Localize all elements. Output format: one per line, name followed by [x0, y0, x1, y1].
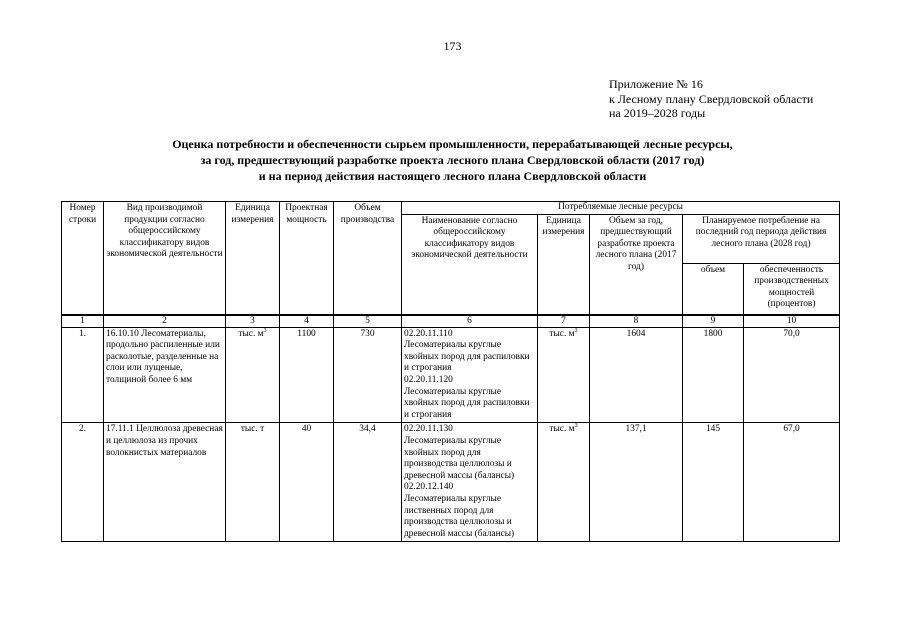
- column-number: 7: [538, 315, 590, 328]
- row-number: 2.: [62, 423, 104, 542]
- resource-line: Лесоматериалы круглые хвойных пород для производства целлюлозы и древесной массы (балансы): [404, 435, 515, 481]
- volume-prev-year: 1604: [590, 327, 683, 423]
- column-number: 3: [226, 315, 280, 328]
- table-row: [62, 423, 840, 542]
- page-number: 173: [443, 39, 462, 53]
- resource-line: 02.20.11.110: [404, 328, 453, 339]
- resource-unit: тыс. $м^3$: [538, 423, 590, 542]
- capacity-supply: 70,0: [744, 327, 840, 423]
- document-title: [0, 136, 905, 184]
- column-number: 2: [104, 315, 226, 328]
- header-row: [62, 202, 840, 215]
- header-design-capacity: Проектная мощность: [280, 202, 334, 315]
- design-capacity: 40: [280, 423, 334, 542]
- product-type: 16.10.10 Лесоматериалы, продольно распиленные или расколотые, разделенные на слои или лущеные, толщиной более 6 мм: [104, 327, 226, 423]
- resource-table: [61, 201, 840, 542]
- header-production-volume: Объем производства: [334, 202, 402, 315]
- header-consumed-resources: Потребляемые лесные ресурсы: [402, 202, 840, 215]
- unit: тыс. $м^3$: [226, 327, 280, 423]
- header-product-type: Вид производимой продукции согласно общероссийскому классификатору видов экономической деятельности: [104, 202, 226, 315]
- column-number: 4: [280, 315, 334, 328]
- capacity-supply: 67,0: [744, 423, 840, 542]
- header-planned-consumption: Планируемое потребление на последний год периода действия лесного плана (2028 год): [683, 214, 840, 263]
- appendix-line: Приложение № 16: [609, 77, 703, 91]
- unit: тыс. т: [226, 423, 280, 542]
- product-type: 17.11.1 Целлюлоза древесная и целлюлоза из прочих волокнистых материалов: [104, 423, 226, 542]
- planned-volume: 145: [683, 423, 744, 542]
- title-line: за год, предшествующий разработке проекта лесного плана Свердловской области (2017 год): [200, 153, 705, 167]
- resource-line: Лесоматериалы круглые хвойных пород для распиловки и строгания: [404, 386, 530, 420]
- appendix-line: к Лесному плану Свердловской области: [609, 91, 814, 106]
- appendix-line: на 2019–2028 годы: [609, 106, 706, 120]
- title-line: и на период действия настоящего лесного плана Свердловской области: [258, 169, 647, 183]
- production-volume: 730: [334, 327, 402, 423]
- production-volume: 34,4: [334, 423, 402, 542]
- column-number: 1: [62, 315, 104, 328]
- resource-line: Лесоматериалы круглые хвойных пород для распиловки и строгания: [404, 340, 530, 374]
- resource-line: 02.20.11.120: [404, 374, 453, 385]
- design-capacity: 1100: [280, 327, 334, 423]
- header-capacity-supply: обеспеченность производственных мощностей (процентов): [744, 263, 840, 315]
- column-number-row: [62, 315, 840, 328]
- title-line: Оценка потребности и обеспеченности сырьем промышленности, перерабатывающей лесные ресурсы,: [172, 137, 733, 151]
- planned-volume: 1800: [683, 327, 744, 423]
- header-planned-volume: объем: [683, 263, 744, 315]
- header-volume-prev-year: Объем за год, предшествующий разработке проекта лесного плана (2017 год): [590, 214, 683, 315]
- header-unit: Единица измерения: [226, 202, 280, 315]
- header-resource-name: Наименование согласно общероссийскому классификатору видов экономической деятельности: [402, 214, 538, 315]
- table-row: [62, 327, 840, 423]
- column-number: 10: [744, 315, 840, 328]
- resource-line: 02.20.12.140: [404, 482, 454, 493]
- resource-line: Лесоматериалы круглые лиственных пород для производства целлюлозы и древесной массы (балансы): [404, 493, 515, 539]
- column-number: 8: [590, 315, 683, 328]
- resource-name: [402, 423, 538, 542]
- resource-line: 02.20.11.130: [404, 424, 453, 435]
- header-resource-unit: Единица измерения: [538, 214, 590, 315]
- appendix-caption: [609, 77, 813, 121]
- row-number: 1.: [62, 327, 104, 423]
- column-number: 9: [683, 315, 744, 328]
- column-number: 5: [334, 315, 402, 328]
- header-row-number: Номер строки: [62, 202, 104, 315]
- resource-unit: тыс. $м^3$: [538, 327, 590, 423]
- resource-name: [402, 327, 538, 423]
- column-number: 6: [402, 315, 538, 328]
- volume-prev-year: 137,1: [590, 423, 683, 542]
